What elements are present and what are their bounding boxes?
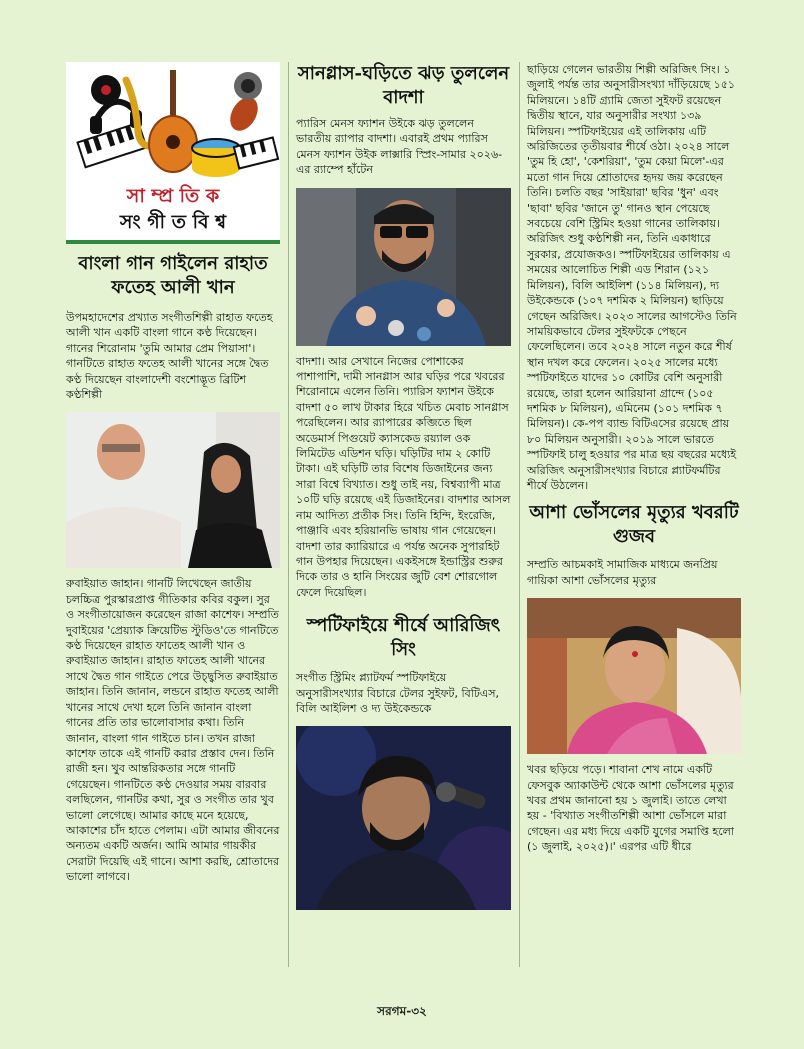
page-number: সরগম-৩২ xyxy=(377,1004,427,1018)
article3-headline: স্পটিফাইয়ে শীর্ষে আরিজিৎ সিং xyxy=(306,615,501,661)
article4-paragraph-body: খবর ছড়িয়ে পড়ে। শাবানা শেখ নামে একটি ফেসবুক অ্যাকাউন্ট থেকে আশা ভোঁসলের মৃত্যুর খবর প্রথম জানানো হয় ১ জুলাই। তাতে লেখা হয় - 'বিখ্যাত সংগীতশিল্পী আশা ভোঁসলে মারা গেছেন। এর মধ্য দিয়ে একটি যুগের সমাপ্তি হলো (১ জুলাই, ২০২৫)।' এরপর এটি ধীরে xyxy=(527,763,735,854)
column-2 xyxy=(296,62,511,910)
masthead-title-line2: সং গী ত বি শ্ব xyxy=(119,211,227,233)
masthead-logo xyxy=(66,62,280,244)
article3-paragraph-body: ছাড়িয়ে গেলেন ভারতীয় শিল্পী অরিজিৎ সিং। ১ জুলাই পর্যন্ত তার অনুসারীসংখ্যা দাঁড়িয়েছে ১৫১ মিলিয়নে। ১৪টি গ্র্যামি জেতা সুইফট রয়েছেন দ্বিতীয় স্থানে, যার অনুসারীর সংখ্যা ১৩৯ মিলিয়ন। স্পটিফাইয়ের এই তালিকায় এটি অরিজিতের তৃতীয়বার শীর্ষে ওঠা। ২০২৪ সালে 'তুম হি হো', 'কেশরিয়া', 'তুম কেয়া মিলে'-এর মতো গান দিয়ে শ্রোতাদের হৃদয় জয় করেছেন তিনি। চলতি বছর 'সাইয়ারা' ছবির 'ধুন' এবং 'ছাবা' ছবির 'জানে তু' গানও স্থান পেয়েছে সবচেয়ে বেশি স্ট্রিমিং হওয়া গানের তালিকায়। অরিজিৎ শুধু কণ্ঠশিল্পী নন, তিনি একাধারে সুরকার, প্রযোজকও। স্পটিফাইয়ের তালিকায় এ সময়ের আলোচিত শিল্পী এড শিরান (১২১ মিলিয়ন), বিলি আইলিশ (১১৪ মিলিয়ন), দ্য উইকেন্ডকে (১০৭ দশমিক ২ মিলিয়ন) ছাড়িয়ে গেছেন অরিজিৎ। ২০২৩ সালের আগস্টেও তিনি সাময়িকভাবে টেলর সুইফটকে পেছনে ফেলেছিলেন। তবে ২০২৪ সালে নতুন করে শীর্ষ স্থান দখল করে ফেলেন। ২০২৫ সালের মধ্যে স্পটিফাইতে যাদের ১০ কোটির বেশি অনুসারী রয়েছে, তারা হলেন আরিয়ানা গ্রান্দে (১০৫ দশমিক ৮ মিলিয়ন), এমিনেম (১০১ দশমিক ৭ মিলিয়ন)। কে-পপ ব্যান্ড বিটিএসের রয়েছে প্রায় ৮০ মিলিয়ন অনুসারী। ২০১৯ সালে ভারতে স্পটিফাই চালু হওয়ার পর মাত্র ছয় বছরের মধ্যেই অরিজিৎ অনুসারীসংখ্যার বিচারে প্ল্যাটফর্মটির শীর্ষে উঠলেন। xyxy=(527,63,737,492)
badshah-photo xyxy=(296,188,511,346)
asha-bhosle-photo xyxy=(527,598,741,754)
article2-paragraph-body: বাদশা। আর সেখানে নিজের পোশাকের পাশাপাশি, দামী সানগ্লাস আর ঘড়ির পরে খবরের শিরোনামে এলেন তিনি। প্যারিস ফ্যাশন উইকে বাদশা ৫০ লাখ টাকার হিরে খচিত মেবাচ সানগ্লাস পরেছিলেন। আর র‍্যাপারের কব্জিতে ছিল অডেমার্স পিগুয়েট ক্যাসকেড রয়্যাল ওক লিমিটেড এডিশন ঘড়ি। ঘড়িটির দাম ২ কোটি টাকা। এই ঘড়িটি তার বিশেষ ডিজাইনের জন্য সারা বিশ্বে বিখ্যাত। শুধু তাই নয়, বিশ্বব্যাপী মাত্র ১০টি ঘড়ি রয়েছে এই ডিজাইনের। বাদশার আসল নাম আদিত্য প্রতীক সিং। তিনি হিন্দি, ইংরেজি, পাঞ্জাবি এবং হরিয়ানভি ভাষায় গান গেয়েছেন। বাদশা তার ক্যারিয়ারে এ পর্যন্ত অনেক সুপারহিট গান উপহার দিয়েছেন। একইসঙ্গে ইন্ডাস্ট্রির শুরুর দিকে তার ও হানি সিংয়ের জুটি বেশ শোরগোল ফেলে দিয়েছিল। xyxy=(296,354,511,599)
column-3 xyxy=(527,62,741,855)
article2-headline: সানগ্লাস-ঘড়িতে ঝড় তুললেন বাদশা xyxy=(297,63,510,108)
column-rule-1 xyxy=(288,62,289,967)
article2-paragraph-intro: প্যারিস মেনস ফ্যাশন উইকে ঝড় তুললেন ভারতীয় র‍্যাপার বাদশা। এবারই প্রথম প্যারিস মেনস ফ্যাশন উইক লাক্সারি স্প্রিং-সামার ২০২৬-এর র‍্যাম্পে হাঁটেন xyxy=(296,117,503,177)
article4-headline: আশা ভোঁসলের মৃত্যুর খবরটি গুজব xyxy=(529,502,739,548)
column-1 xyxy=(66,62,280,885)
article1-paragraph-body: রুবাইয়াত জাহান। গানটি লিখেছেন জাতীয় চলচ্চিত্র পুরস্কারপ্রাপ্ত গীতিকার কবির বকুল। সুর ও সংগীতায়োজন করেছেন রাজা কাশেফ। সম্প্রতি দুবাইয়ের 'প্রেয়্যাক ক্রিয়েটিভ স্টুডিও'তে গানটিতে কণ্ঠ দিয়েছেন রাহাত ফাতেহ আলী খান ও রুবাইয়াত জাহান। রাহাত ফাতেহ আলী খানের সাথে দ্বৈত গান গাইতে পেরে উচ্ছ্বসিত রুবাইয়াত জাহান। তিনি জানান, লন্ডনে রাহাত ফতেহ আলী খানের সাথে দেখা হলে তিনি জানান বাংলা গানের প্রতি তার ভালোবাসার কথা। তিনি জানান, বাংলা গান গাইতে চান। তখন রাজা কাশেফ তাকে এই গানটি করার প্রস্তাব দেন। তিনি রাজী হন। খুব আন্তরিকতার সঙ্গে গানটি গেয়েছেন। গানটিতে কণ্ঠ দেওয়ার সময় বারবার বলছিলেন, গানটির কথা, সুর ও সংগীত তার খুব ভালো লেগেছে। আমার কাছে মনে হয়েছে, আকাশের চাঁদ হাতে পেলাম। এটা আমার জীবনের অন্যতম একটি অর্জন। আমি আমার গায়কীর সেরাটা দিয়েছি এই গানে। আশা করছি, শ্রোতাদের ভালো লাগবে। xyxy=(66,577,280,884)
article3-paragraph-intro: সংগীত স্ট্রিমিং প্ল্যাটফর্ম স্পটিফাইয়ে অনুসারীসংখ্যার বিচারে টেলর সুইফট, বিটিএস, বিলি আইলিশ ও দ্য উইকেন্ডকে xyxy=(296,671,500,715)
article4-paragraph-intro: সম্প্রতি আচমকাই সামাজিক মাধ্যমে জনপ্রিয় গায়িকা আশা ভোঁসলের মৃত্যুর xyxy=(527,558,718,587)
rahat-rubaiyat-photo xyxy=(66,412,280,568)
music-instruments-illustration xyxy=(66,62,280,180)
column-rule-2 xyxy=(519,62,520,967)
masthead-title-line1: সা ম্প্র তি ক xyxy=(126,185,220,207)
article1-headline: বাংলা গান গাইলেন রাহাত ফতেহ আলী খান xyxy=(78,253,268,298)
arijit-singh-photo xyxy=(296,726,511,910)
article1-paragraph-intro: উপমহাদেশের প্রখ্যাত সংগীতশিল্পী রাহাত ফতেহ আলী খান একটি বাংলা গানে কণ্ঠ দিয়েছেন। গানের শিরোনাম 'তুমি আমার প্রেম পিয়াসা'। গানটিতে রাহাত ফতেহ আলী খানের সঙ্গে দ্বৈত কণ্ঠ দিয়েছেন বাংলাদেশী বংশোদ্ভূত ব্রিটিশ কণ্ঠশিল্পী xyxy=(66,311,273,402)
